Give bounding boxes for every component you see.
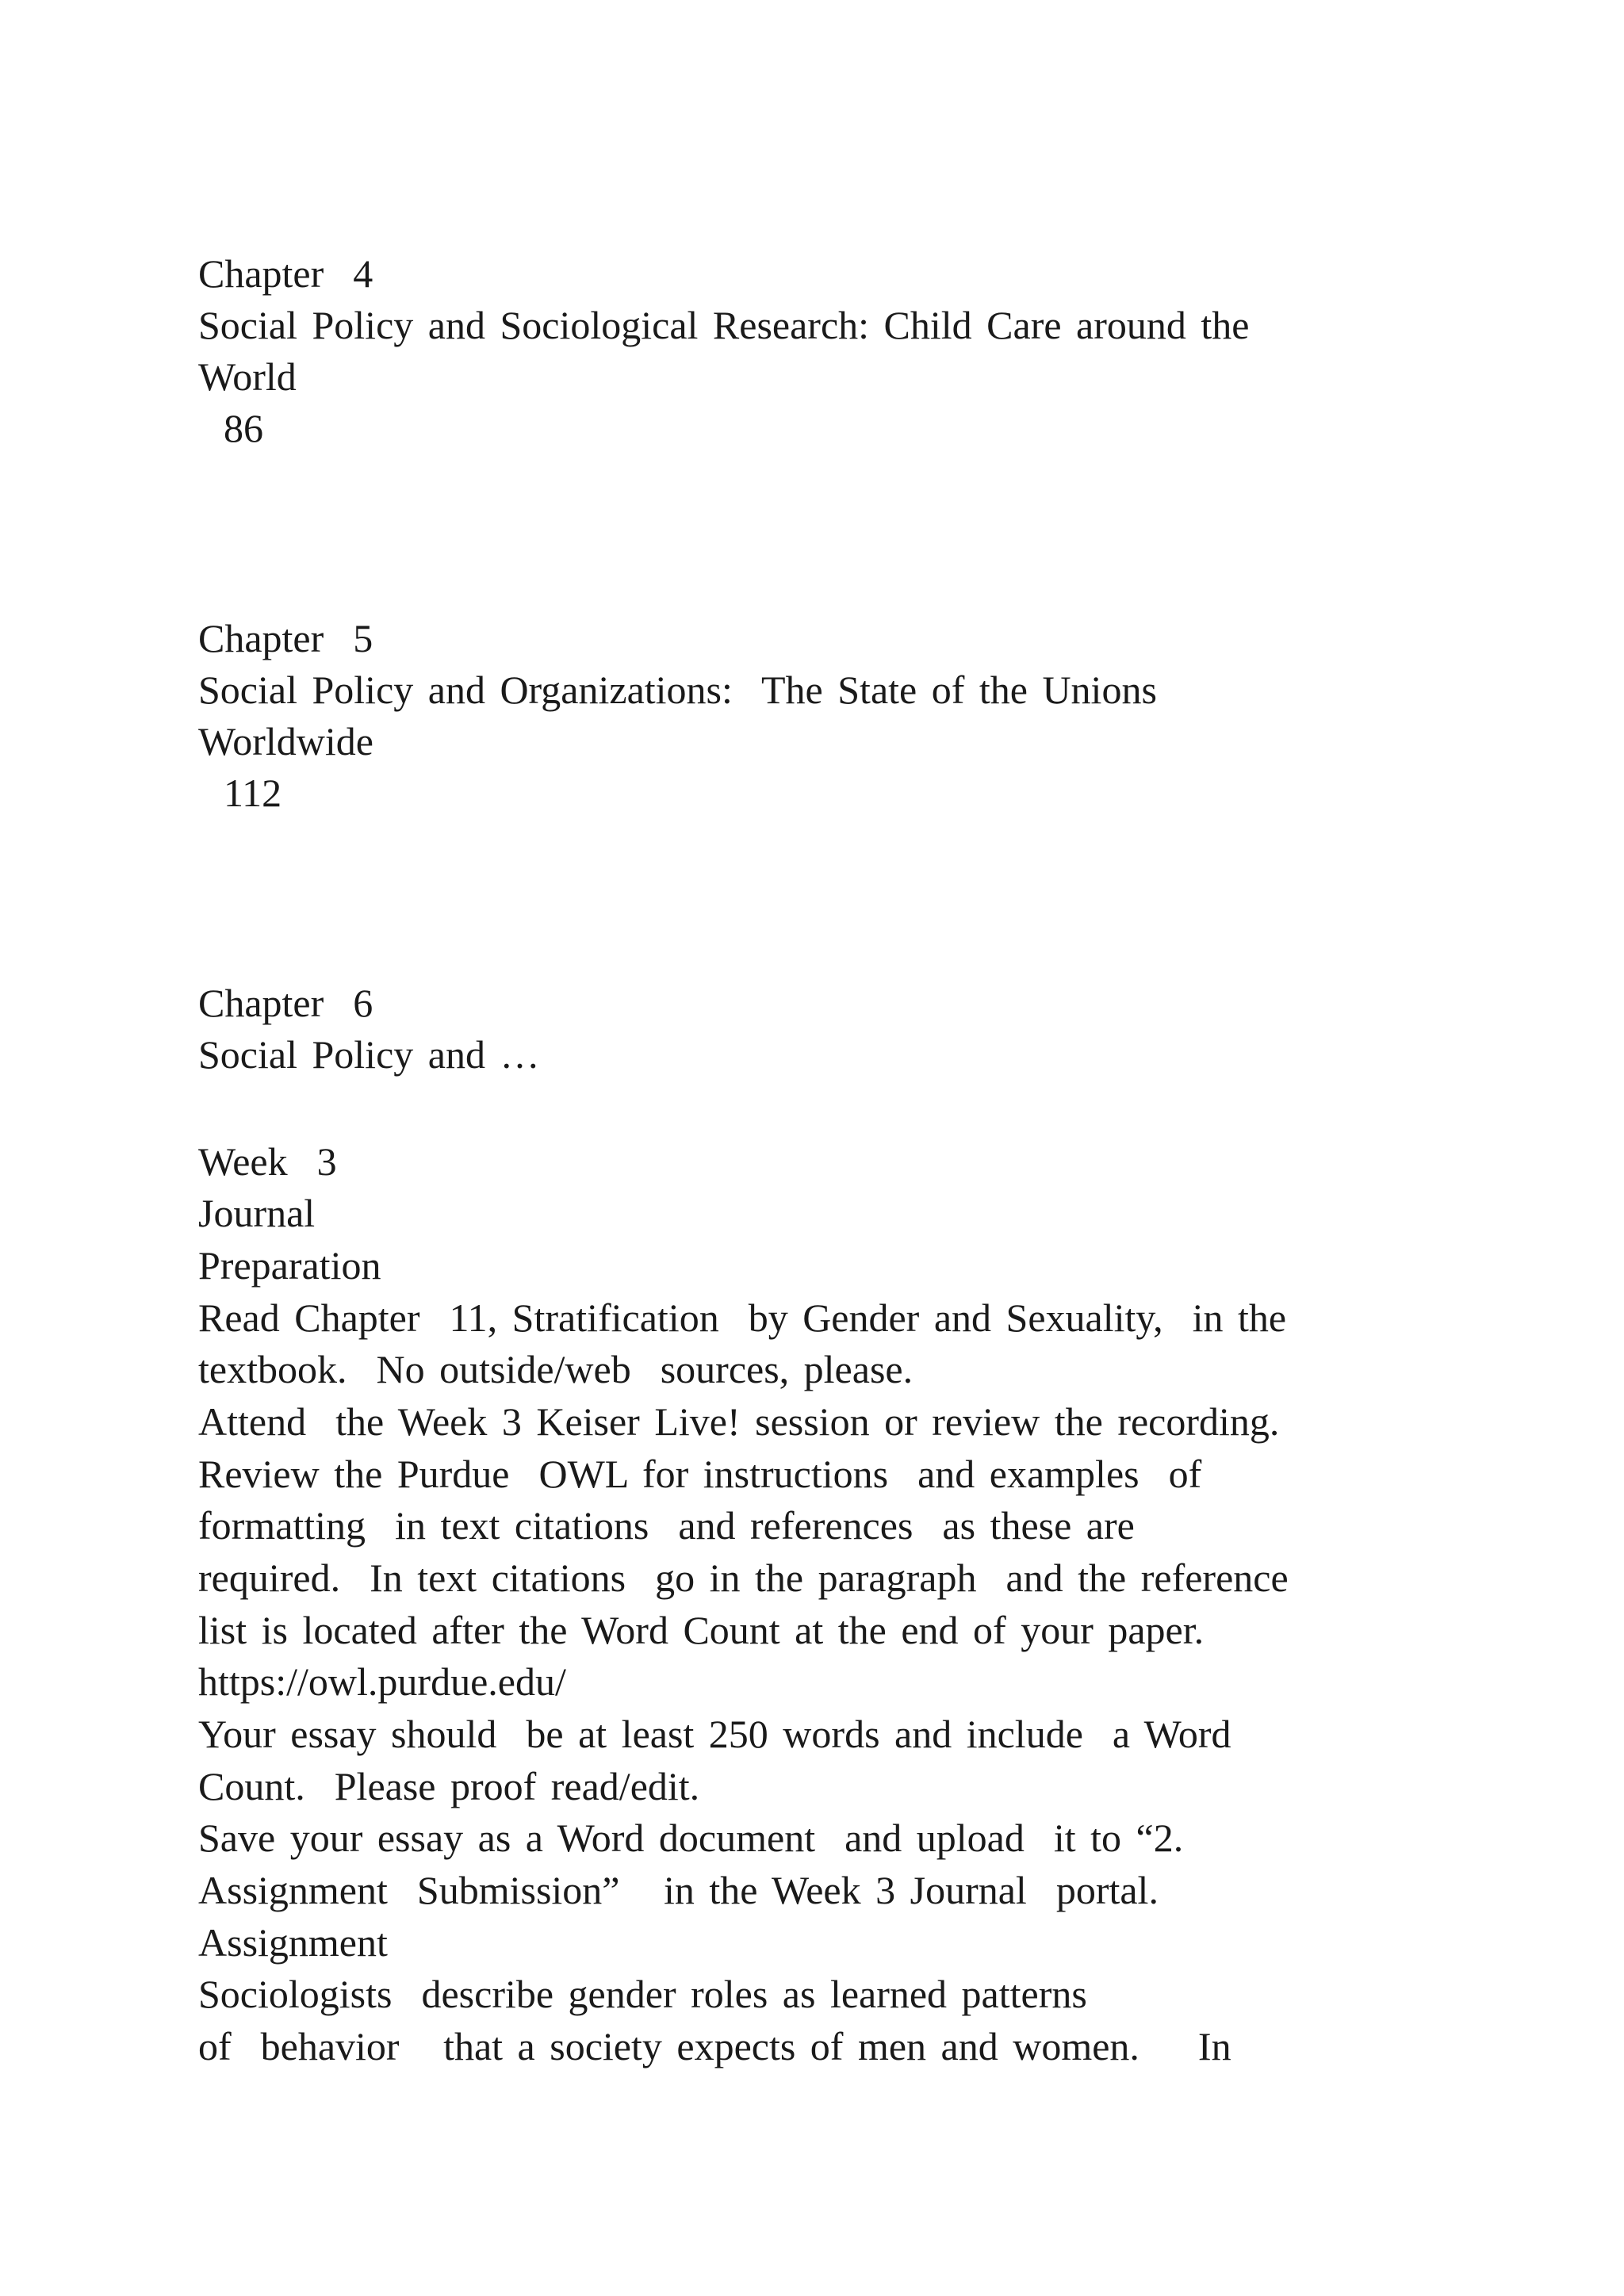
body-line: list is located after the Word Count at the end of your paper. — [198, 1608, 1205, 1652]
body-line: Attend the Week 3 Keiser Live! session or review the recording. — [198, 1399, 1280, 1444]
chapter-6-heading: Chapter 6 — [198, 981, 373, 1025]
chapter-5-title-line-1: Social Policy and Organizations: The State of the Unions — [198, 668, 1157, 712]
chapter-4-title-line-2: World — [198, 354, 297, 399]
body-line: required. In text citations go in the paragraph and the reference — [198, 1556, 1289, 1600]
preparation-heading: Preparation — [198, 1243, 381, 1288]
body-line: Your essay should be at least 250 words and include a Word — [198, 1712, 1231, 1756]
assignment-heading: Assignment — [198, 1920, 388, 1965]
chapter-4-page-number: 86 — [224, 406, 263, 450]
body-line: Read Chapter 11, Stratification by Gender and Sexuality, in the — [198, 1295, 1287, 1340]
body-line: Review the Purdue OWL for instructions and examples of — [198, 1452, 1202, 1496]
body-line: Count. Please proof read/edit. — [198, 1764, 700, 1808]
body-line: textbook. No outside/web sources, please. — [198, 1347, 914, 1391]
chapter-4-title-line-1: Social Policy and Sociological Research: Child Care around the — [198, 303, 1250, 347]
body-line: Assignment Submission” in the Week 3 Journal portal. — [198, 1868, 1159, 1912]
chapter-5-title-line-2: Worldwide — [198, 719, 373, 763]
body-line: formatting in text citations and references as these are — [198, 1503, 1135, 1548]
body-line: of behavior that a society expects of men and women. In — [198, 2024, 1231, 2068]
journal-heading: Journal — [198, 1191, 316, 1235]
chapter-4-heading: Chapter 4 — [198, 251, 373, 296]
purdue-owl-link[interactable]: https://owl.purdue.edu/ — [198, 1659, 566, 1704]
chapter-5-page-number: 112 — [224, 771, 282, 815]
body-line: Save your essay as a Word document and upload it to “2. — [198, 1816, 1184, 1860]
chapter-5-heading: Chapter 5 — [198, 616, 373, 660]
chapter-6-title-line-1: Social Policy and … — [198, 1032, 540, 1077]
body-line: Sociologists describe gender roles as learned patterns — [198, 1972, 1087, 2016]
week-heading: Week 3 — [198, 1139, 337, 1184]
